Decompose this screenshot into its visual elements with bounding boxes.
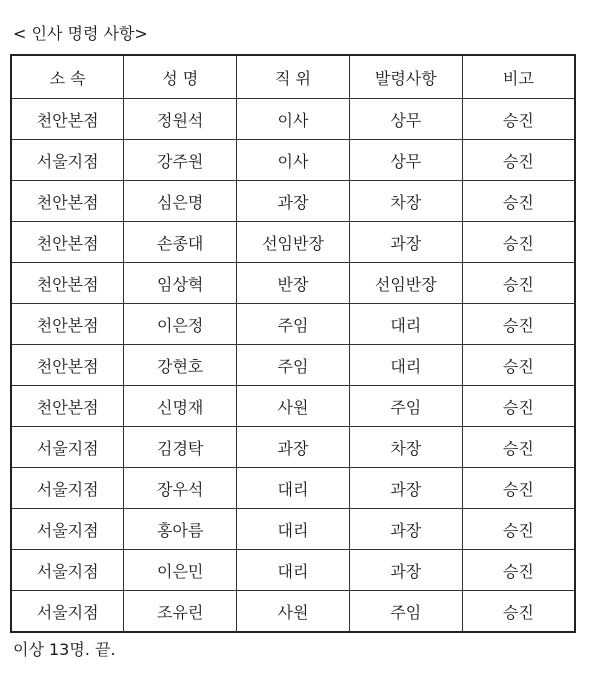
cell-department: 천안본점 (11, 386, 124, 427)
cell-department: 서울지점 (11, 140, 124, 181)
cell-appointment: 과장 (349, 468, 462, 509)
cell-remarks: 승진 (462, 345, 575, 386)
cell-appointment: 대리 (349, 345, 462, 386)
cell-position: 반장 (237, 263, 350, 304)
cell-appointment: 대리 (349, 304, 462, 345)
cell-remarks: 승진 (462, 427, 575, 468)
cell-department: 서울지점 (11, 468, 124, 509)
table-row (11, 181, 575, 222)
cell-position: 대리 (237, 509, 350, 550)
cell-appointment: 주임 (349, 386, 462, 427)
cell-remarks: 승진 (462, 591, 575, 633)
cell-appointment: 상무 (349, 140, 462, 181)
cell-position: 주임 (237, 345, 350, 386)
cell-department: 천안본점 (11, 181, 124, 222)
cell-name: 이은정 (124, 304, 237, 345)
table-row (11, 304, 575, 345)
cell-department: 천안본점 (11, 263, 124, 304)
table-row (11, 140, 575, 181)
cell-name: 김경탁 (124, 427, 237, 468)
table-row (11, 386, 575, 427)
table-row (11, 591, 575, 633)
cell-remarks: 승진 (462, 181, 575, 222)
cell-position: 이사 (237, 140, 350, 181)
cell-remarks: 승진 (462, 304, 575, 345)
cell-department: 천안본점 (11, 222, 124, 263)
cell-name: 장우석 (124, 468, 237, 509)
table-row (11, 345, 575, 386)
cell-name: 이은민 (124, 550, 237, 591)
cell-remarks: 승진 (462, 99, 575, 140)
cell-appointment: 과장 (349, 509, 462, 550)
document-footer: 이상 13명. 끝. (13, 640, 116, 659)
table-body (11, 99, 575, 633)
cell-position: 사원 (237, 386, 350, 427)
cell-department: 서울지점 (11, 509, 124, 550)
cell-appointment: 차장 (349, 181, 462, 222)
cell-position: 주임 (237, 304, 350, 345)
header-name: 성 명 (124, 55, 237, 99)
cell-appointment: 상무 (349, 99, 462, 140)
document-title: < 인사 명령 사항> (13, 24, 148, 43)
cell-remarks: 승진 (462, 386, 575, 427)
cell-department: 서울지점 (11, 550, 124, 591)
cell-name: 홍아름 (124, 509, 237, 550)
cell-remarks: 승진 (462, 222, 575, 263)
cell-position: 선임반장 (237, 222, 350, 263)
cell-department: 천안본점 (11, 304, 124, 345)
cell-name: 강주원 (124, 140, 237, 181)
cell-remarks: 승진 (462, 468, 575, 509)
table-row (11, 509, 575, 550)
cell-remarks: 승진 (462, 509, 575, 550)
cell-name: 신명재 (124, 386, 237, 427)
cell-department: 천안본점 (11, 345, 124, 386)
cell-remarks: 승진 (462, 263, 575, 304)
cell-appointment: 과장 (349, 550, 462, 591)
table-row (11, 99, 575, 140)
cell-name: 임상혁 (124, 263, 237, 304)
table-row (11, 550, 575, 591)
header-remarks: 비고 (462, 55, 575, 99)
cell-department: 서울지점 (11, 427, 124, 468)
cell-appointment: 차장 (349, 427, 462, 468)
cell-appointment: 주임 (349, 591, 462, 633)
cell-position: 대리 (237, 550, 350, 591)
table-header-row (11, 55, 575, 99)
header-department: 소 속 (11, 55, 124, 99)
cell-name: 심은명 (124, 181, 237, 222)
header-appointment: 발령사항 (349, 55, 462, 99)
cell-name: 정원석 (124, 99, 237, 140)
cell-department: 서울지점 (11, 591, 124, 633)
cell-appointment: 과장 (349, 222, 462, 263)
cell-appointment: 선임반장 (349, 263, 462, 304)
cell-position: 과장 (237, 181, 350, 222)
cell-position: 사원 (237, 591, 350, 633)
cell-position: 과장 (237, 427, 350, 468)
cell-position: 대리 (237, 468, 350, 509)
cell-position: 이사 (237, 99, 350, 140)
table-row (11, 263, 575, 304)
cell-name: 손종대 (124, 222, 237, 263)
table-row (11, 427, 575, 468)
cell-remarks: 승진 (462, 140, 575, 181)
cell-department: 천안본점 (11, 99, 124, 140)
header-position: 직 위 (237, 55, 350, 99)
personnel-order-table (10, 54, 576, 633)
cell-remarks: 승진 (462, 550, 575, 591)
table-row (11, 222, 575, 263)
table-row (11, 468, 575, 509)
cell-name: 조유린 (124, 591, 237, 633)
cell-name: 강현호 (124, 345, 237, 386)
